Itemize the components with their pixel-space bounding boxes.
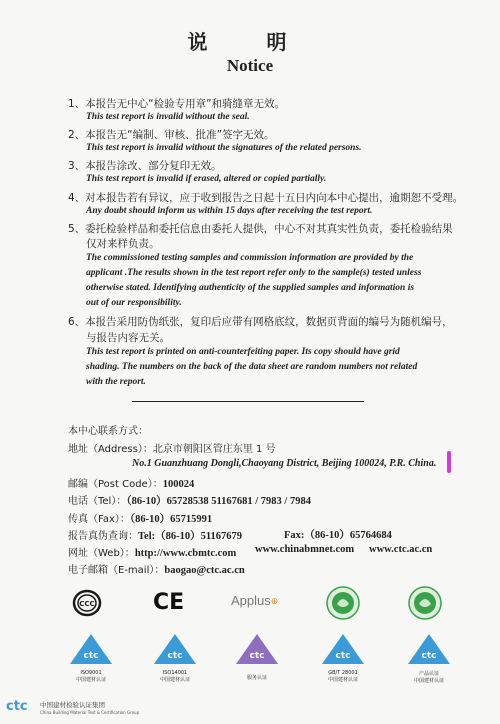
notice-5-en-line1: The commissioned testing samples and commission information are provided by the — [86, 253, 414, 263]
verify-tel: Tel:（86-10）51167679 — [138, 531, 243, 542]
email-link[interactable]: baogao@ctc.ac.cn — [164, 565, 245, 576]
applus-text: Applus — [231, 593, 271, 608]
logo-caption: 产品认证 — [418, 671, 439, 677]
web-link-2[interactable]: www.chinabmnet.com — [255, 544, 355, 555]
verify-fax-cell — [284, 527, 392, 542]
verify-fax: Fax:（86-10）65764684 — [284, 530, 392, 541]
page-title-cn: 说 明 — [187, 30, 313, 54]
svg-text:ctc: ctc — [167, 651, 183, 661]
fax-label: 传真（Fax）： — [68, 514, 130, 525]
notice-1-en: This test report is invalid without the seal. — [86, 112, 250, 122]
highlight-marker — [447, 451, 451, 473]
applus-logo-icon: Applus⊕ — [231, 593, 279, 608]
notice-5-en-line3: otherwise stated. Identifying authenticity of the supplied samples and information is — [86, 283, 415, 293]
fax-row — [68, 510, 212, 526]
notice-6-cn: 6、本报告采用防伪纸张，复印后应带有网格底纹，数据页背面的编号为随机编号， — [68, 316, 453, 328]
verify-row — [68, 527, 242, 543]
section-divider — [132, 401, 364, 402]
logo-caption: 中国建材认证 — [327, 677, 358, 683]
postcode-label: 邮编（Post Code）： — [68, 479, 163, 490]
product-cert-logo — [404, 632, 454, 684]
iso9001-cert-logo — [66, 632, 116, 684]
web-link-3[interactable]: www.ctc.ac.cn — [369, 544, 433, 555]
contact-heading: 本中心联系方式： — [68, 426, 148, 437]
tel-row — [68, 492, 311, 508]
svg-text:ctc: ctc — [335, 651, 351, 661]
svg-text:ctc: ctc — [249, 651, 265, 661]
web-label: 网址（Web）： — [68, 548, 135, 559]
fax-value: （86-10）65715991 — [129, 514, 213, 525]
notice-5-en-line2: applicant .The results shown in the test report refer only to the sample(s) tested unless — [86, 268, 422, 278]
service-cert-logo — [232, 632, 282, 684]
tel-value: （86-10）65728538 51167681 / 7983 / 7984 — [126, 496, 311, 507]
notice-6-en-line2: shading. The numbers on the back of the data sheet are random numbers not related — [86, 362, 418, 372]
logo-caption: ISO14001 — [162, 670, 188, 676]
notice-1-cn: 1、本报告无中心“检验专用章”和骑缝章无效。 — [68, 98, 286, 110]
svg-text:ctc: ctc — [83, 651, 99, 661]
notice-2-en: This test report is invalid without the signatures of the related persons. — [86, 143, 362, 153]
logo-caption: GB/T 28001 — [328, 670, 358, 676]
logo-caption: 服务认证 — [246, 675, 267, 681]
email-row — [68, 561, 245, 576]
svg-text:ctc: ctc — [421, 651, 437, 661]
footer-org-name-en: China Building Material Test & Certification Group — [40, 710, 140, 715]
verify-label: 报告真伪查询： — [68, 531, 138, 542]
ccc-mark-icon — [72, 588, 102, 618]
notice-5-cn: 5、委托检验样品和委托信息由委托人提供，中心不对其真实性负责，委托检验结果 — [68, 223, 453, 235]
notice-3-cn: 3、本报告涂改、部分复印无效。 — [68, 160, 222, 172]
postcode-row — [68, 475, 194, 490]
notice-5-cn-line2: 仅对来样负责。 — [86, 238, 160, 250]
notice-4-cn: 4、对本报告若有异议，应于收到报告之日起十五日内向本中心提出，逾期恕不受理。 — [68, 192, 464, 204]
logo-caption: 中国建材认证 — [413, 678, 444, 684]
logo-caption: 中国建材认证 — [75, 677, 106, 683]
postcode-value: 100024 — [162, 479, 195, 490]
logo-caption: 中国建材认证 — [159, 677, 190, 683]
ce-mark-icon: CE — [153, 590, 185, 615]
logo-caption: ISO9001 — [80, 670, 102, 676]
notice-2-cn: 2、本报告无“编制、审核、批准”签字无效。 — [68, 129, 275, 141]
notice-5-en-line4: out of our responsibility. — [86, 298, 182, 308]
web-link-1[interactable]: http://www.cbmtc.com — [134, 548, 237, 559]
ctc-footer-logo-icon: ctc — [6, 699, 28, 714]
gbt28001-cert-logo — [318, 632, 368, 684]
address-cn: 北京市朝阳区管庄东里 1 号 — [152, 444, 276, 455]
web-row — [68, 544, 236, 559]
notice-6-en-line1: This test report is printed on anti-counterfeiting paper. Its copy should have grid — [86, 347, 400, 357]
green-cert-seal-icon — [408, 586, 442, 620]
notice-6-cn-line2: 与报告内容无关。 — [86, 332, 170, 344]
address-en: No.1 Guanzhuang Dongli,Chaoyang District, Beijing 100024, P.R. China. — [132, 458, 437, 469]
page-title-en: Notice — [226, 56, 274, 75]
address-label: 地址（Address）： — [68, 444, 153, 455]
iso14001-cert-logo — [150, 632, 200, 684]
footer-org-name-cn: 中国建材检验认证集团 — [40, 701, 105, 709]
email-label: 电子邮箱（E-mail）： — [68, 565, 165, 576]
ccc-text: CCC — [79, 600, 95, 608]
green-cert-seal-icon — [326, 586, 360, 620]
tel-label: 电话（Tel）： — [68, 496, 127, 507]
address-row — [68, 440, 276, 455]
notice-6-en-line3: with the report. — [86, 377, 146, 387]
notice-3-en: This test report is invalid if erased, altered or copied partially. — [86, 174, 327, 184]
notice-4-en: Any doubt should inform us within 15 days after receiving the test report. — [86, 206, 373, 216]
